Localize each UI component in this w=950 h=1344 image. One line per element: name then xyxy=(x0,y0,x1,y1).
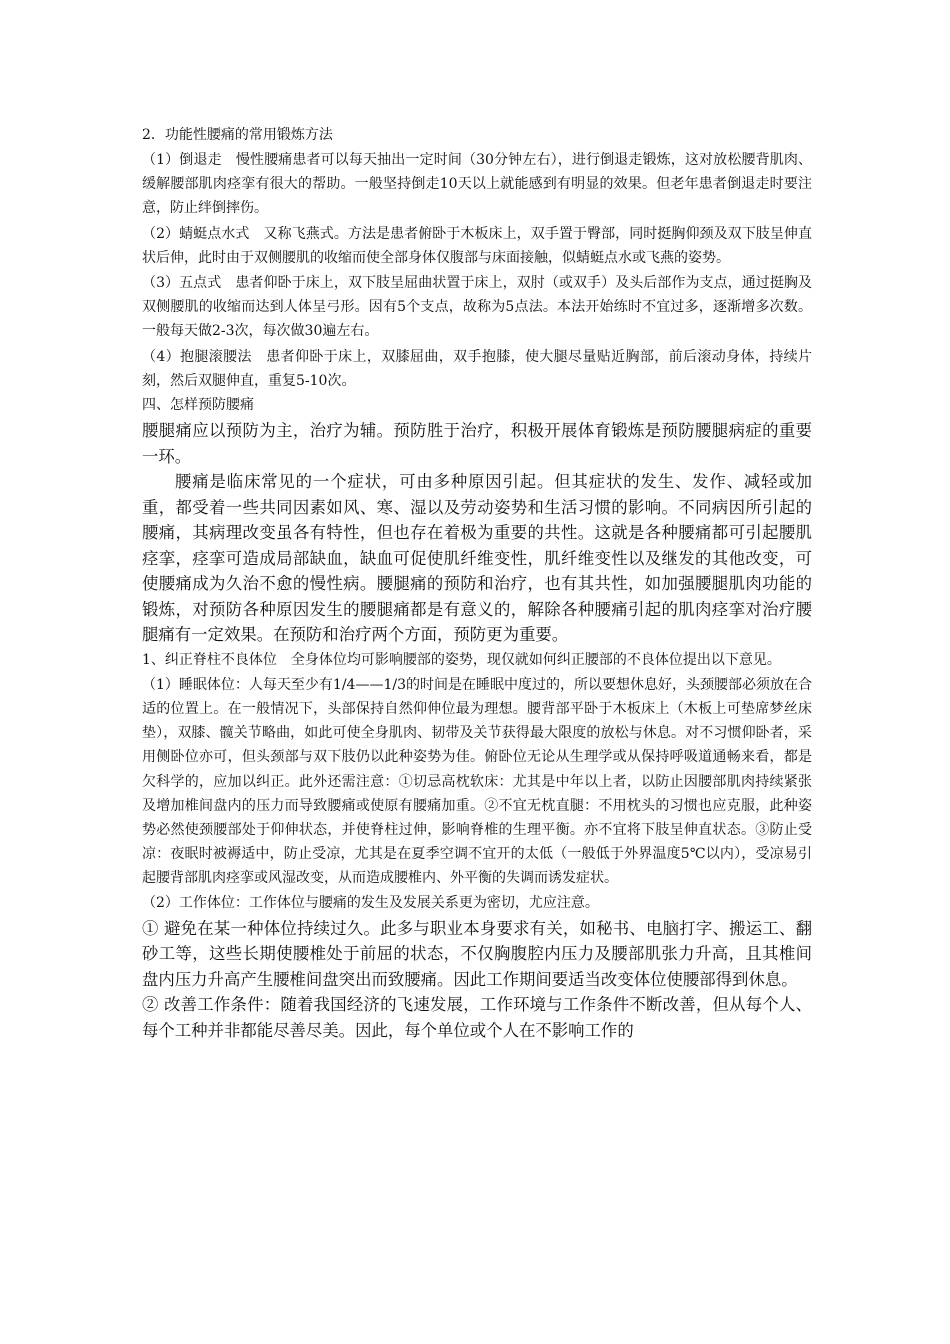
paragraph-sleeping-posture: （1）睡眠体位：人每天至少有1/4——1/3的时间是在睡眠中度过的，所以要想休息好，头颈腰部必须放在合适的位置上。在一般情况下，头部保持自然仰伸位最为理想。腰背部平卧于木板床上（木板上可垫席梦丝床垫），双膝、髋关节略曲，如此可使全身肌肉、韧带及关节获得最大限度的放松与休息。对不习惯仰卧者，采用侧卧位亦可，但头颈部与双下肢仍以此种姿势为佳。俯卧位无论从生理学或从保持呼吸道通畅来看，都是欠科学的，应加以纠正。此外还需注意：①切忌高枕软床：尤其是中年以上者，以防止因腰部肌肉持续紧张及增加椎间盘内的压力而导致腰痛或使原有腰痛加重。②不宜无枕直腿：不用枕头的习惯也应克服，此种姿势必然使颈腰部处于仰伸状态，并使脊柱过伸，影响脊椎的生理平衡。亦不宜将下肢呈伸直状态。③防止受凉：夜眠时被褥适中，防止受凉，尤其是在夏季空调不宜开的太低（一般低于外界温度5℃以内），受凉易引起腰背部肌肉痉挛或风湿改变，从而造成腰椎内、外平衡的失调而诱发症状。 xyxy=(142,676,812,887)
paragraph-prevention-intro: 腰腿痛应以预防为主，治疗为辅。预防胜于治疗，积极开展体育锻炼是预防腰腿病症的重要一环。 xyxy=(142,421,812,466)
paragraph-dragonfly-pose: （2）蜻蜓点水式 又称飞燕式。方法是患者俯卧于木板床上，双手置于臀部，同时挺胸仰颈及双下肢呈伸直状后伸，此时由于双侧腰肌的收缩而使全部身体仅腹部与床面接触，似蜻蜓点水或飞燕的姿势。 xyxy=(142,225,812,266)
paragraph-working-posture: （2）工作体位：工作体位与腰痛的发生及发展关系更为密切，尤应注意。 xyxy=(142,894,599,911)
paragraph-back-pain-overview: 腰痛是临床常见的一个症状，可由多种原因引起。但其症状的发生、发作、减轻或加重，都受着一些共同因素如风、寒、湿以及劳动姿势和生活习惯的影响。不同病因所引起的腰痛，其病理改变虽各有特性，但也存在着极为重要的共性。这就是各种腰痛都可引起腰肌痉挛，痉挛可造成局部缺血，缺血可促使肌纤维变性，肌纤维变性以及继发的其他改变，可使腰痛成为久治不愈的慢性病。腰腿痛的预防和治疗，也有其共性，如加强腰腿肌肉功能的锻炼，对预防各种原因发生的腰腿痛都是有意义的，解除各种腰痛引起的肌肉痉挛对治疗腰腿痛有一定效果。在预防和治疗两个方面，预防更为重要。 xyxy=(142,472,812,645)
paragraph-hug-knees-roll: （4）抱腿滚腰法 患者仰卧于床上，双膝屈曲，双手抱膝，使大腿尽量贴近胸部，前后滚动身体，持续片刻，然后双腿伸直，重复5-10次。 xyxy=(142,348,812,389)
paragraph-correct-posture-heading: 1、纠正脊柱不良体位 全身体位均可影响腰部的姿势，现仅就如何纠正腰部的不良体位提出以下意见。 xyxy=(142,651,781,668)
paragraph-avoid-prolonged-posture: ① 避免在某一种体位持续过久。此多与职业本身要求有关，如秘书、电脑打字、搬运工、翻砂工等，这些长期使腰椎处于前屈的状态，不仅胸腹腔内压力及腰部肌张力升高，且其椎间盘内压力升高产生腰椎间盘突出而致腰痛。因此工作期间要适当改变体位使腰部得到休息。 xyxy=(142,918,812,989)
section-heading-exercise-methods: 2．功能性腰痛的常用锻炼方法 xyxy=(142,127,333,143)
document-body xyxy=(142,123,812,1043)
paragraph-five-point-pose: （3）五点式 患者仰卧于床上，双下肢呈屈曲状置于床上，双肘（或双手）及头后部作为支点，通过挺胸及双侧腰肌的收缩而达到人体呈弓形。因有5个支点，故称为5点法。本法开始练时不宜过多，逐渐增多次数。一般每天做2-3次，每次做30遍左右。 xyxy=(142,275,812,340)
paragraph-walking-backward: （1）倒退走 慢性腰痛患者可以每天抽出一定时间（30分钟左右），进行倒退走锻炼，这对放松腰背肌肉、缓解腰部肌肉痉挛有很大的帮助。一般坚持倒走10天以上就能感到有明显的效果。但老年患者倒退走时要注意，防止绊倒摔伤。 xyxy=(142,152,812,217)
paragraph-improve-work-conditions: ② 改善工作条件：随着我国经济的飞速发展，工作环境与工作条件不断改善，但从每个人、每个工种并非都能尽善尽美。因此，每个单位或个人在不影响工作的 xyxy=(142,995,812,1040)
section-heading-prevention: 四、怎样预防腰痛 xyxy=(142,397,254,414)
